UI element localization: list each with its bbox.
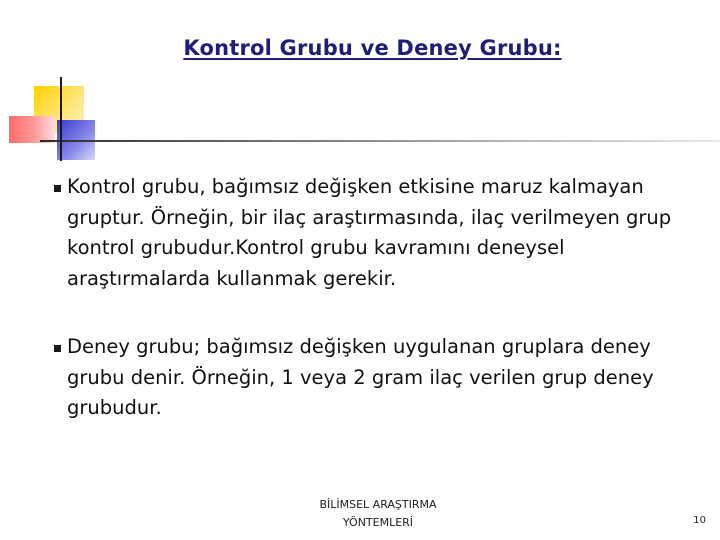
bullet-text: Kontrol grubu, bağımsız değişken etkisine maruz kalmayan gruptur. Örneğin, bir ilaç araştırmasında, ilaç verilmeyen grup kontrol grubudur.Kontrol grubu kavramını deneysel araştırmalarda kullanmak gerekir. <box>67 175 672 290</box>
footer-line-2: YÖNTEMLERİ <box>342 516 414 529</box>
red-square-decoration <box>9 116 55 143</box>
vertical-rule <box>60 77 62 161</box>
page-number: 10 <box>693 515 706 526</box>
title-decoration <box>0 0 720 170</box>
square-bullet-icon <box>54 185 61 192</box>
square-bullet-icon <box>54 345 61 352</box>
footer-line-1: BİLİMSEL ARAŞTIRMA <box>319 498 437 511</box>
bullet-item <box>57 332 697 424</box>
horizontal-rule <box>40 140 720 142</box>
bullet-list <box>57 172 697 462</box>
bullet-item <box>57 172 697 294</box>
footer-text <box>278 496 478 532</box>
slide-title: Kontrol Grubu ve Deney Grubu: <box>183 36 562 60</box>
bullet-text: Deney grubu; bağımsız değişken uygulanan gruplara deney grubu denir. Örneğin, 1 veya 2 gram ilaç verilen grup deney grubudur. <box>67 335 654 419</box>
